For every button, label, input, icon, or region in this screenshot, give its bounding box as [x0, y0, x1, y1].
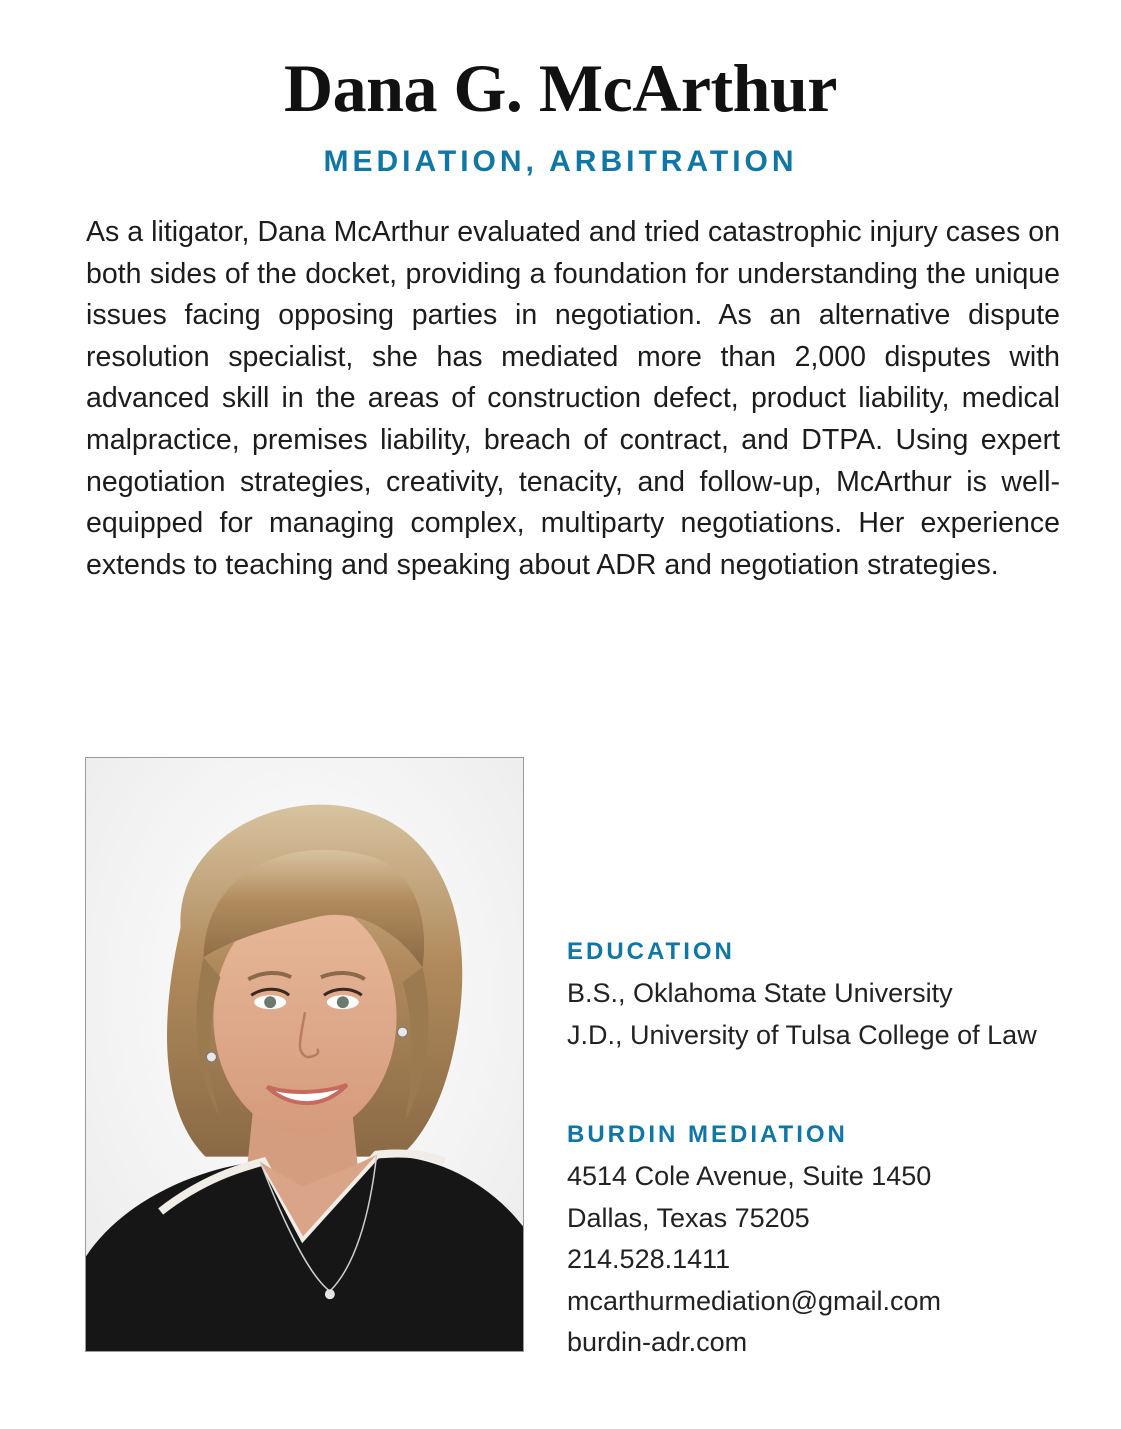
- email-link[interactable]: mcarthurmediation@gmail.com: [567, 1285, 942, 1316]
- firm-heading: BURDIN MEDIATION: [567, 1121, 848, 1148]
- education-item: B.S., Oklahoma State University: [567, 978, 953, 1008]
- education-item: J.D., University of Tulsa College of Law: [567, 1019, 1037, 1050]
- address-line-2: Dallas, Texas 75205: [567, 1202, 810, 1233]
- website-link[interactable]: burdin-adr.com: [567, 1327, 748, 1358]
- headshot-photo: [85, 757, 524, 1352]
- biography-paragraph: As a litigator, Dana McArthur evaluated and tried catastrophic injury cases on both sides of the docket, providing a foundation for understanding the unique issues facing opposing parties in negotiation. As an alternative dispute resolution specialist, she has mediated more than 2,000 disputes with advanced skill in the areas of construction defect, product liability, medical malpractice, premises liability, breach of contract, and DTPA. Using expert negotiation strategies, creativity, tenacity, and follow-up, McArthur is well-equipped for managing complex, multiparty negotiations. Her experience extends to teaching and speaking about ADR and negotiation strategies.: [86, 216, 1060, 581]
- attorney-name: Dana G. McArthur: [284, 50, 837, 126]
- address-line-1: 4514 Cole Avenue, Suite 1450: [567, 1161, 932, 1191]
- phone-number: 214.528.1411: [567, 1244, 731, 1275]
- firm-contact-list: [567, 1156, 941, 1364]
- practice-areas: MEDIATION, ARBITRATION: [323, 145, 798, 178]
- education-heading: EDUCATION: [567, 938, 735, 965]
- education-list: [567, 973, 1037, 1056]
